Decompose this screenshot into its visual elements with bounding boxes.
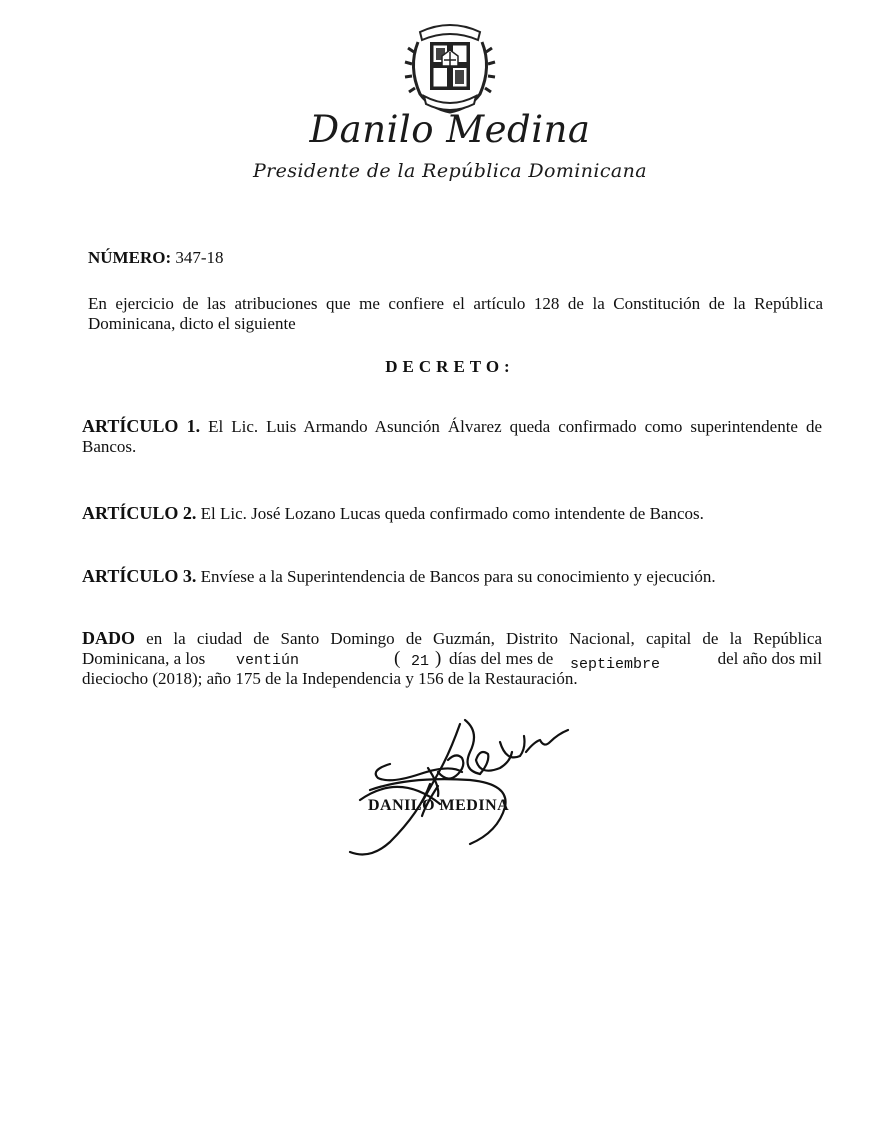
given-line-2 [82, 648, 822, 673]
given-line-3: dieciocho (2018); año 175 de la Independencia y 156 de la Restauración. [82, 669, 578, 688]
decree-number [88, 248, 224, 268]
preamble [88, 294, 823, 334]
article-2 [82, 503, 822, 524]
given-text-3: días del mes de [449, 649, 554, 668]
day-open-paren: ( [394, 648, 401, 669]
decree-number-value: 347-18 [175, 248, 224, 267]
coat-of-arms-icon [400, 12, 500, 120]
decree-heading: DECRETO: [385, 357, 515, 376]
day-number: 21 [411, 653, 430, 670]
preamble-line-1: En ejercicio de las atribuciones que me confiere el artículo 128 de la Constitución de la República [88, 294, 823, 313]
handwritten-signature-icon [330, 712, 590, 862]
given-text-2: Dominicana, a los [82, 649, 206, 668]
given-text-4: del año dos mil [717, 649, 822, 668]
month: septiembre [570, 656, 661, 673]
decree-number-label: NÚMERO: [88, 248, 172, 267]
given-line-1 [82, 628, 822, 649]
given-clause [82, 628, 822, 689]
issuer-title: Presidente de la República Dominicana [252, 160, 648, 182]
article-3 [82, 566, 822, 587]
article-2-text: El Lic. José Lozano Lucas queda confirmado como intendente de Bancos. [196, 504, 704, 523]
signer-name: DANILO MEDINA [368, 797, 510, 814]
article-1-label: ARTÍCULO 1. [82, 416, 201, 436]
preamble-line-2: Dominicana, dicto el siguiente [88, 314, 296, 333]
article-2-label: ARTÍCULO 2. [82, 503, 197, 523]
day-close-paren: ) [435, 648, 442, 669]
article-3-label: ARTÍCULO 3. [82, 566, 197, 586]
issuer-name: Danilo Medina [309, 108, 591, 151]
day-in-words: ventiún [236, 652, 300, 669]
given-label: DADO [82, 628, 135, 648]
given-text-1: en la ciudad de Santo Domingo de Guzmán, Distrito Nacional, capital de la República [135, 629, 822, 648]
article-1 [82, 416, 822, 457]
article-1-text: El Lic. Luis Armando Asunción Álvarez queda confirmado como superintendente de Bancos. [82, 417, 822, 456]
article-3-text: Envíese a la Superintendencia de Bancos para su conocimiento y ejecución. [196, 567, 716, 586]
